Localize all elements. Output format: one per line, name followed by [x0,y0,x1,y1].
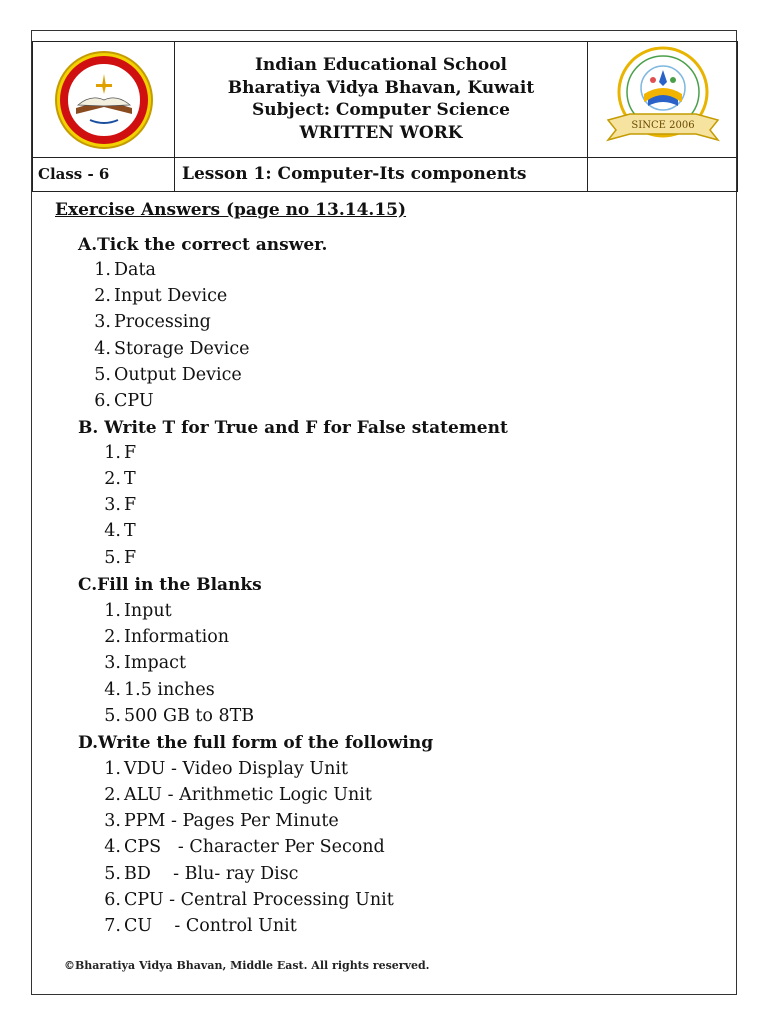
exercise-title: Exercise Answers (page no 13.14.15) [55,200,407,220]
list-item: 1. Data [94,260,156,280]
section-b-heading: B. Write T for True and F for False statement [78,418,508,438]
list-item: 1. VDU - Video Display Unit [104,759,348,779]
class-label: Class - 6 [38,165,110,183]
section-c-heading: C.Fill in the Blanks [78,575,262,595]
school-emblem-book-icon [46,50,162,150]
list-item: 6. CPU [94,391,154,411]
list-item: 2. Input Device [94,286,228,306]
list-item: 5. 500 GB to 8TB [104,706,255,726]
list-item: 4. CPS - Character Per Second [104,837,385,857]
list-item: 5. BD - Blu- ray Disc [104,864,299,884]
section-d-heading: D.Write the full form of the following [78,733,434,753]
list-item: 3. Processing [94,312,211,332]
list-item: 3. F [104,495,137,515]
list-item: 5. Output Device [94,365,242,385]
work-type: WRITTEN WORK [299,122,463,143]
list-item: 2. ALU - Arithmetic Logic Unit [104,785,372,805]
school-name: Indian Educational School [254,55,508,75]
list-item: 1. Input [104,601,172,621]
header-divider-right [587,41,588,192]
list-item: 2. Information [104,627,230,647]
school-location: Bharatiya Vidya Bhavan, Kuwait [227,77,535,98]
bhavan-emblem-icon [600,44,726,152]
list-item: 4. 1.5 inches [104,680,215,700]
list-item: 7. CU - Control Unit [104,916,297,936]
section-a-heading: A.Tick the correct answer. [78,235,328,255]
list-item: 5. F [104,548,137,568]
list-item: 2. T [104,469,136,489]
list-item: 1. F [104,443,137,463]
header-title-block [175,41,587,157]
list-item: 3. Impact [104,653,186,673]
lesson-title: Lesson 1: Computer-Its components [182,164,527,184]
list-item: 4. Storage Device [94,339,250,359]
list-item: 6. CPU - Central Processing Unit [104,890,394,910]
copyright-footer: ©Bharatiya Vidya Bhavan, Middle East. All rights reserved. [64,959,430,972]
document-header [32,41,738,191]
subject-title: Subject: Computer Science [252,100,510,120]
list-item: 3. PPM - Pages Per Minute [104,811,339,831]
logo-ribbon-text: SINCE 2006 [631,120,695,131]
list-item: 4. T [104,521,136,541]
